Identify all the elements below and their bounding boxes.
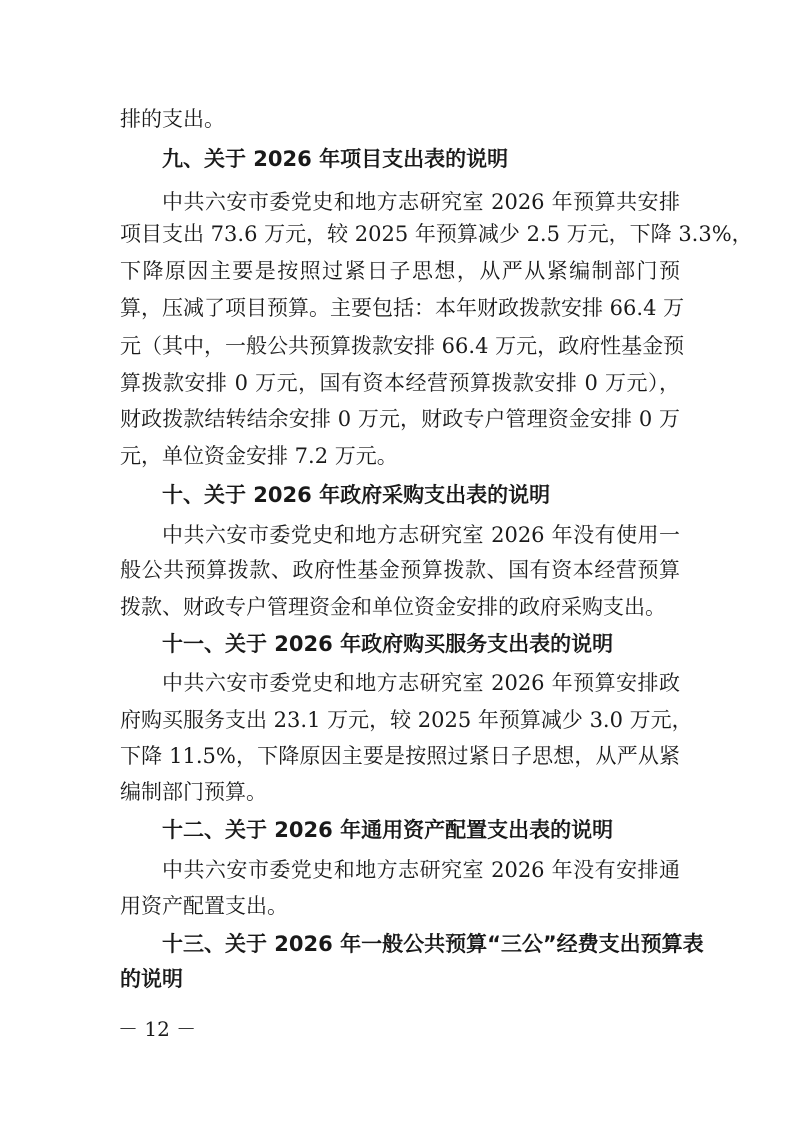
paragraph-line: 中共六安市委党史和地方志研究室 2026 年预算安排政 xyxy=(162,671,680,695)
paragraph-line: 下降 11.5%，下降原因主要是按照过紧日子思想，从严从紧 xyxy=(120,744,680,768)
section-heading-13: 十三、关于 2026 年一般公共预算“三公”经费支出预算表 xyxy=(162,932,704,956)
paragraph-line: 拨款、财政专户管理资金和单位资金安排的政府采购支出。 xyxy=(120,595,666,619)
paragraph-line: 元，单位资金安排 7.2 万元。 xyxy=(120,444,398,468)
paragraph-line: 编制部门预算。 xyxy=(120,780,267,804)
paragraph-line: 项目支出 73.6 万元，较 2025 年预算减少 2.5 万元，下降 3.3%， xyxy=(120,222,753,246)
page-number: － 12 － xyxy=(118,1017,197,1041)
section-heading-12: 十二、关于 2026 年通用资产配置支出表的说明 xyxy=(162,818,614,842)
paragraph-line: 般公共预算拨款、政府性基金预算拨款、国有资本经营预算 xyxy=(120,558,680,582)
section-heading-10: 十、关于 2026 年政府采购支出表的说明 xyxy=(162,483,551,507)
paragraph-line: 中共六安市委党史和地方志研究室 2026 年没有安排通 xyxy=(162,858,680,882)
section-heading-13-continued: 的说明 xyxy=(120,967,183,991)
paragraph-line: 用资产配置支出。 xyxy=(120,894,288,918)
paragraph-line: 中共六安市委党史和地方志研究室 2026 年没有使用一 xyxy=(162,523,680,547)
paragraph-line: 下降原因主要是按照过紧日子思想，从严从紧编制部门预 xyxy=(120,259,680,283)
paragraph-line: 排的支出。 xyxy=(120,107,225,131)
paragraph-line: 中共六安市委党史和地方志研究室 2026 年预算共安排 xyxy=(162,190,680,214)
paragraph-line: 算拨款安排 0 万元，国有资本经营预算拨款安排 0 万元）， xyxy=(120,371,680,395)
paragraph-line: 算，压减了项目预算。主要包括：本年财政拨款安排 66.4 万 xyxy=(120,296,685,320)
paragraph-line: 元（其中，一般公共预算拨款安排 66.4 万元，政府性基金预 xyxy=(120,334,685,358)
section-heading-11: 十一、关于 2026 年政府购买服务支出表的说明 xyxy=(162,632,614,656)
paragraph-line: 财政拨款结转结余安排 0 万元，财政专户管理资金安排 0 万 xyxy=(120,407,680,431)
paragraph-line: 府购买服务支出 23.1 万元，较 2025 年预算减少 3.0 万元， xyxy=(120,708,693,732)
section-heading-9: 九、关于 2026 年项目支出表的说明 xyxy=(162,147,509,171)
